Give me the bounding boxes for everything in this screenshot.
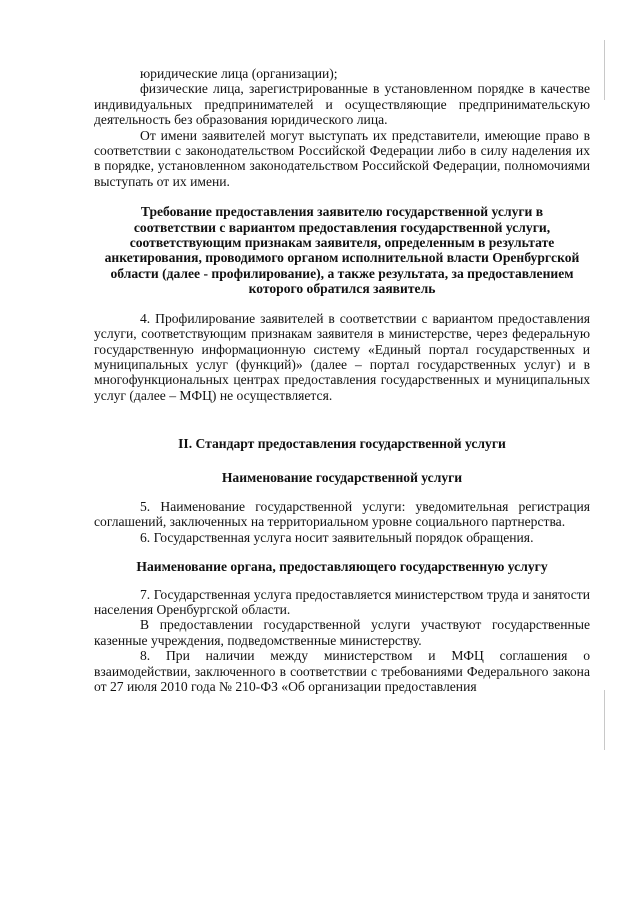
text-representatives: От имени заявителей могут выступать их представители, имеющие право в соответствии с законодательством Российской Федерации либо в силу наделения их в порядке, установленном законодательством Российской Федерации, полномочиями выступать от их имени. — [94, 127, 590, 189]
heading-organ-name: Наименование органа, предоставляющего государственную услугу — [136, 559, 548, 575]
paragraph-5: 5. Наименование государственной услуги: уведомительная регистрация соглашений, заключенных на территориальном уровне социального партнерства. — [94, 498, 590, 530]
paragraph-8: 8. При наличии между министерством и МФЦ соглашения о взаимодействии, заключенного в соответствии с требованиями Федерального закона от 27 июля 2010 года № 210-ФЗ «Об организации предоставления — [94, 648, 590, 694]
paragraph-7-participants: В предоставлении государственной услуги участвуют государственные казенные учреждения, подведомственные министерству. — [94, 617, 590, 648]
text-individual-entrepreneurs: физические лица, зарегистрированные в установленном порядке в качестве индивидуальных предпринимателей и осуществляющие предпринимательскую деятельность без образования юридического лица. — [94, 81, 590, 128]
scan-edge-line-bottom — [604, 690, 605, 750]
paragraph-6: 6. Государственная услуга носит заявительный порядок обращения. — [140, 529, 534, 545]
heading-requirement: Требование предоставления заявителю государственной услуги в соответствии с вариантом предоставления государственной услуги, соответствующим признакам заявителя, определенным в результате анкетирования, проводимого органом исполнительной власти Оренбургской области (далее - профилирование), а также результата, за предоставлением которого обратился заявитель — [104, 204, 580, 297]
document-page — [94, 66, 590, 694]
heading-service-name: Наименование государственной услуги — [221, 469, 463, 485]
paragraph-4: 4. Профилирование заявителей в соответствии с вариантом предоставления услуги, соответствующим признакам заявителя в министерстве, через федеральную государственную информационную систему «Единый портал государственных и муниципальных услуг (функций)» (далее – портал государственных услуг) и в многофункциональных центрах предоставления государственных и муниципальных услуг (далее – МФЦ) не осуществляется. — [94, 310, 590, 403]
paragraph-7: 7. Государственная услуга предоставляется министерством труда и занятости населения Оренбургской области. — [94, 586, 590, 617]
scan-edge-line-top — [604, 40, 605, 100]
heading-section-2: II. Стандарт предоставления государственной услуги — [178, 436, 506, 452]
text-line-legal-entities: юридические лица (организации); — [140, 66, 338, 81]
